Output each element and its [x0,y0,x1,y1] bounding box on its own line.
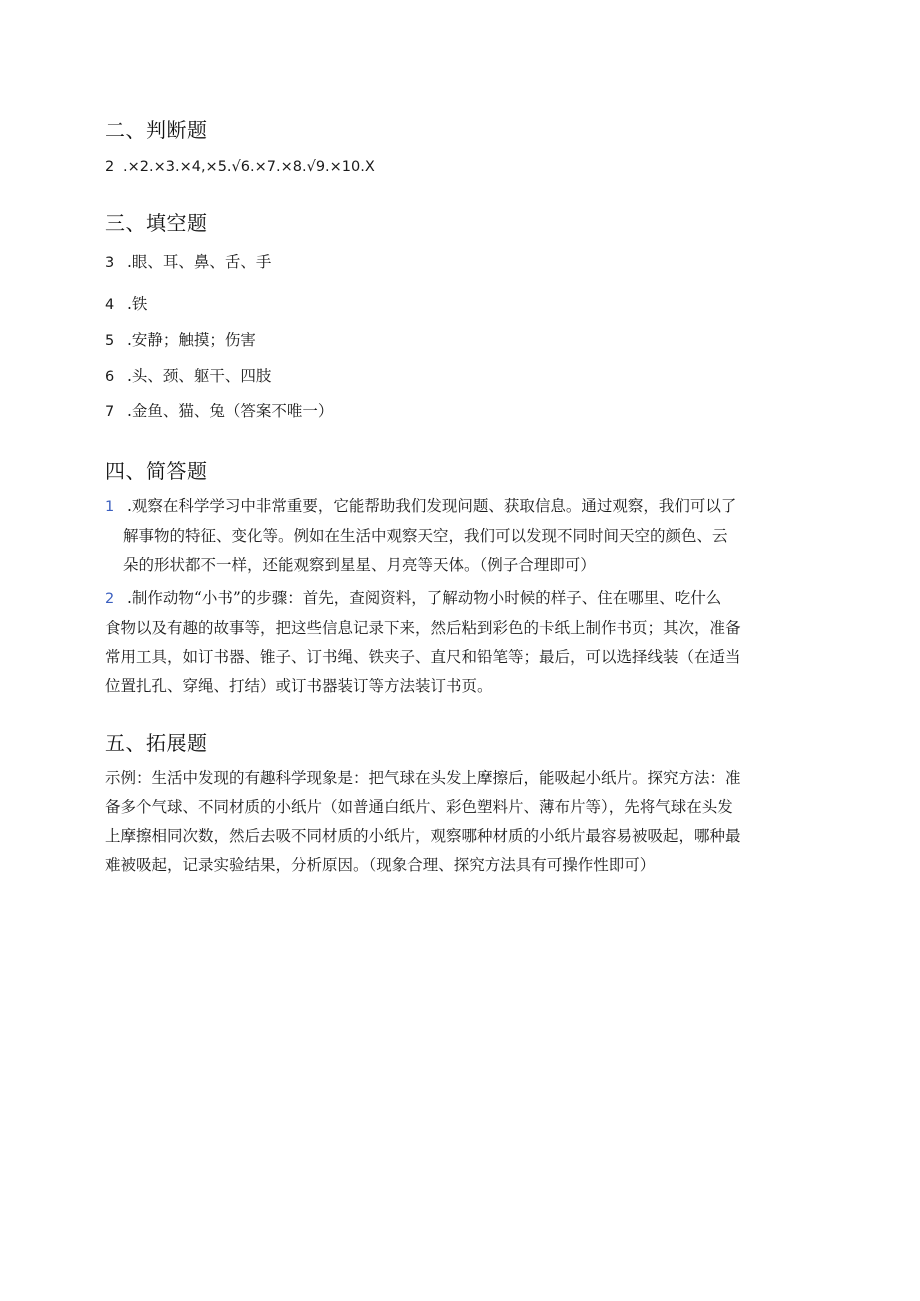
judge-answer-line [105,157,375,175]
short-answer-line: 食物以及有趣的故事等，把这些信息记录下来，然后粘到彩色的卡纸上制作书页；其次，准备 [105,619,741,637]
short-answer-line: 朵的形状都不一样，还能观察到星星、月亮等天体。（例子合理即可） [123,556,596,574]
section-fill-title: 三、填空题 [105,211,208,235]
fill-item [105,399,333,421]
extend-answer [105,764,805,880]
short-answer-1 [105,492,805,580]
short-answer-line: 位置扎孔、穿绳、打结）或订书器装订等方法装订书页。 [105,677,493,695]
extend-answer-line: 难被吸起，记录实验结果，分析原因。（现象合理、探究方法具有可操作性即可） [105,856,656,874]
short-answer-line: 解事物的特征、变化等。例如在生活中观察天空，我们可以发现不同时间天空的颜色、云 [123,527,728,545]
fill-item-text: .头、颈、躯干、四肢 [127,367,272,385]
short-answer-number: 1 [105,499,115,515]
fill-item [105,328,256,350]
fill-item-text: .铁 [127,295,148,313]
fill-item-number: 6 [105,369,115,385]
fill-item [105,292,147,314]
fill-item [105,364,271,386]
extend-answer-line: 上摩擦相同次数，然后去吸不同材质的小纸片，观察哪种材质的小纸片最容易被吸起，哪种最 [105,827,741,845]
fill-item-number: 7 [105,404,115,420]
extend-answer-line: 备多个气球、不同材质的小纸片（如普通白纸片、彩色塑料片、薄布片等），先将气球在头发 [105,798,733,816]
short-answer-2 [105,584,805,701]
short-answer-line: 常用工具，如订书器、锥子、订书绳、铁夹子、直尺和铅笔等；最后，可以选择线装（在适当 [105,648,741,666]
short-answer-line: .制作动物“小书”的步骤：首先，查阅资料，了解动物小时候的样子、住在哪里、吃什么 [127,589,722,607]
judge-number: 2 [105,159,115,175]
fill-item-number: 4 [105,297,115,313]
fill-item-number: 5 [105,333,115,349]
section-short-title: 四、简答题 [105,459,208,483]
extend-answer-line: 示例：生活中发现的有趣科学现象是：把气球在头发上摩擦后，能吸起小纸片。探究方法：准 [105,769,741,787]
judge-answers: .×2.×3.×4,×5.√6.×7.×8.√9.×10.X [123,159,375,175]
section-judge-title: 二、判断题 [105,118,208,142]
fill-item-text: .金鱼、猫、兔（答案不唯一） [127,402,334,420]
fill-item-text: .安静；触摸；伤害 [127,331,256,349]
fill-item-number: 3 [105,255,115,271]
section-extend-title: 五、拓展题 [105,731,208,755]
short-answer-number: 2 [105,591,115,607]
fill-item-text: .眼、耳、鼻、舌、手 [127,253,272,271]
fill-item [105,250,271,272]
short-answer-line: .观察在科学学习中非常重要，它能帮助我们发现问题、获取信息。通过观察，我们可以了 [127,497,737,515]
